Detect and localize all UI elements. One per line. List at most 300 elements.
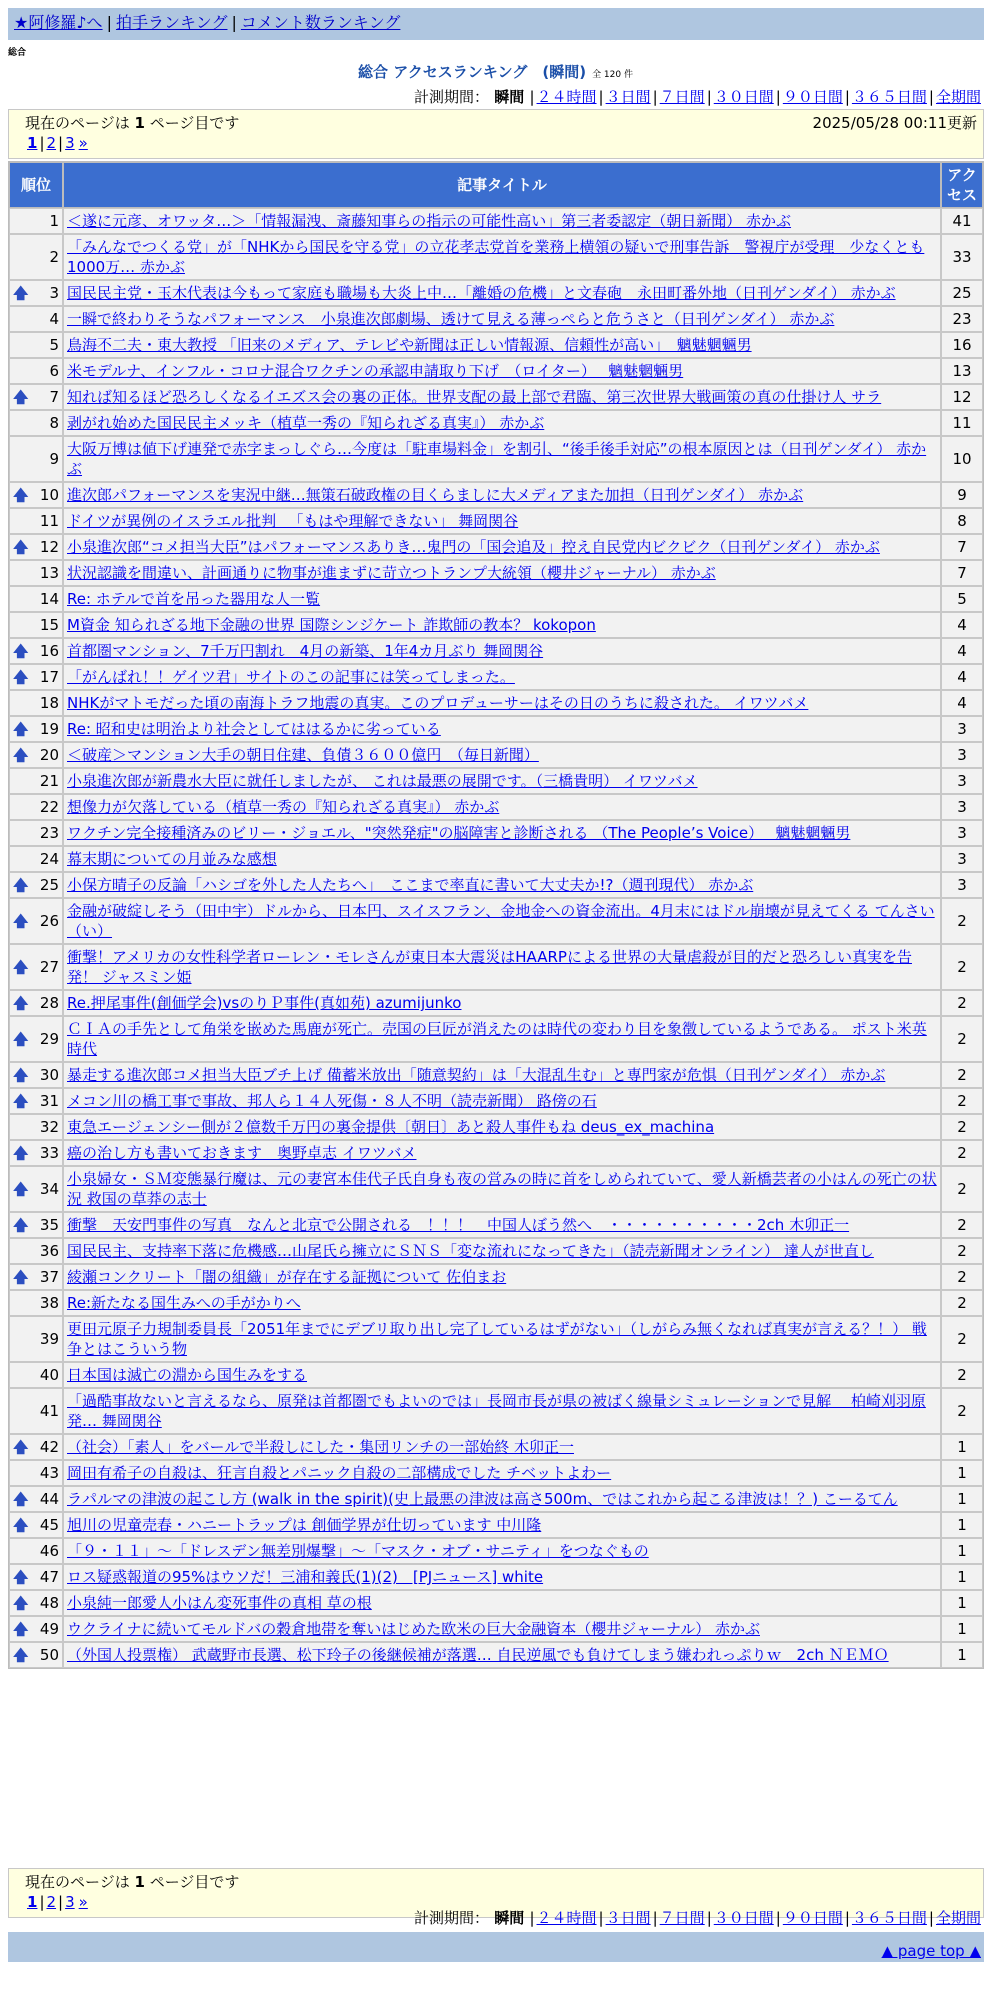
table-row: [9, 1512, 983, 1538]
next-page-link[interactable]: »: [78, 1893, 88, 1911]
access-count: 1: [941, 1642, 983, 1668]
rank-number: 42: [39, 1438, 59, 1456]
table-row: [9, 716, 983, 742]
article-title-link[interactable]: 「みんなでつくる党」が「NHKから国民を守る党」の立花孝志党首を業務上横領の疑いで刑事告訴 警視庁が受理 少なくとも1000万… 赤かぶ: [67, 238, 925, 276]
table-row: [9, 846, 983, 872]
title-cell: [63, 358, 941, 384]
article-title-link[interactable]: ワクチン完全接種済みのビリー・ジョエル、"突然発症"の脳障害と診断される （The People’s Voice） 魑魅魍魎男: [67, 824, 851, 842]
period-option-link[interactable]: ２４時間: [536, 88, 597, 106]
rank-cell: [9, 944, 63, 990]
rank-number: 2: [49, 248, 59, 266]
table-row: [9, 1212, 983, 1238]
rank-cell: [9, 410, 63, 436]
up-arrow-icon: 🡅: [13, 1066, 29, 1084]
table-row: [9, 1460, 983, 1486]
table-row: [9, 1140, 983, 1166]
table-row: [9, 794, 983, 820]
title-cell: [63, 612, 941, 638]
period-label: 計測期間：: [413, 1909, 489, 1927]
access-count: 7: [941, 560, 983, 586]
rank-cell: [9, 482, 63, 508]
up-arrow-icon: 🡅: [13, 668, 29, 686]
title-cell: [63, 1616, 941, 1642]
rank-number: 10: [39, 486, 59, 504]
home-link[interactable]: ★阿修羅♪へ: [14, 13, 103, 32]
title-cell: [63, 898, 941, 944]
rank-cell: [9, 794, 63, 820]
rank-number: 13: [39, 564, 59, 582]
rank-cell: [9, 1362, 63, 1388]
rank-cell: [9, 436, 63, 482]
access-count: 2: [941, 1140, 983, 1166]
table-row: [9, 1016, 983, 1062]
article-title-link[interactable]: 金融が破綻しそう（田中宇）ドルから、日本円、スイスフラン、金地金への資金流出。4月末にはドル崩壊が見えてくる てんさい（い）: [67, 902, 935, 940]
access-count: 8: [941, 508, 983, 534]
title-cell: [63, 1538, 941, 1564]
period-current: 瞬間: [489, 1909, 530, 1927]
access-count: 2: [941, 1016, 983, 1062]
article-title-link[interactable]: ドイツが異例のイスラエル批判 「もはや理解できない」 舞岡関谷: [67, 512, 519, 530]
page-link-1[interactable]: 1: [27, 1893, 38, 1911]
footer-bar: [8, 1932, 984, 1962]
rank-number: 39: [39, 1330, 59, 1348]
table-row: [9, 944, 983, 990]
title-column-header: 記事タイトル: [63, 162, 941, 208]
rank-number: 40: [39, 1366, 59, 1384]
period-option-link[interactable]: ３６５日間: [851, 88, 927, 106]
article-title-link[interactable]: 旭川の児童売春・ハニートラップは 創価学界が仕切っています 中川隆: [67, 1516, 542, 1534]
title-cell: [63, 944, 941, 990]
rank-number: 37: [39, 1268, 59, 1286]
article-title-link[interactable]: （社会）「素人」をバールで半殺しにした・集団リンチの一部始終 木卯正一: [67, 1438, 574, 1456]
title-cell: [63, 1062, 941, 1088]
table-row: [9, 1388, 983, 1434]
applause-ranking-link[interactable]: 拍手ランキング: [115, 13, 228, 32]
article-title-link[interactable]: 衝撃 天安門事件の写真 なんと北京で公開される ！！！ 中国人ぼう然へ ・・・・・・・・・・2ch 木卯正一: [67, 1216, 850, 1234]
title-cell: [63, 768, 941, 794]
table-row: [9, 1486, 983, 1512]
title-cell: [63, 508, 941, 534]
access-count: 2: [941, 1238, 983, 1264]
rank-number: 31: [39, 1092, 59, 1110]
table-row: [9, 1434, 983, 1460]
article-title-link[interactable]: 綾瀬コンクリート「闇の組織」が存在する証拠について 佐伯まお: [67, 1268, 507, 1286]
rank-cell: [9, 612, 63, 638]
table-row: [9, 332, 983, 358]
access-count: 13: [941, 358, 983, 384]
ranking-title: 総合 アクセスランキング (瞬間): [358, 63, 587, 81]
article-title-link[interactable]: 小泉純一郎愛人小はん変死事件の真相 草の根: [67, 1594, 372, 1612]
access-count: 1: [941, 1616, 983, 1642]
article-title-link[interactable]: ＣＩＡの手先として角栄を嵌めた馬鹿が死亡。売国の巨匠が消えたのは時代の変わり目を象徴しているようである。 ポスト米英時代: [67, 1020, 927, 1058]
section-tag: 総合: [8, 48, 27, 58]
rank-cell: [9, 820, 63, 846]
table-row: [9, 560, 983, 586]
period-separator: |: [775, 1909, 781, 1927]
access-count: 33: [941, 234, 983, 280]
up-arrow-icon: 🡅: [13, 538, 29, 556]
table-row: [9, 768, 983, 794]
title-cell: [63, 482, 941, 508]
rank-cell: [9, 846, 63, 872]
rank-cell: [9, 332, 63, 358]
up-arrow-icon: 🡅: [13, 746, 29, 764]
title-cell: [63, 332, 941, 358]
rank-number: 47: [39, 1568, 59, 1586]
access-count: 1: [941, 1512, 983, 1538]
title-cell: [63, 716, 941, 742]
rank-cell: [9, 1512, 63, 1538]
title-cell: [63, 306, 941, 332]
table-row: [9, 1166, 983, 1212]
table-row: [9, 990, 983, 1016]
table-row: [9, 1316, 983, 1362]
access-count: 2: [941, 990, 983, 1016]
article-title-link[interactable]: 小保方晴子の反論「ハシゴを外した人たちへ」 ここまで率直に書いて大丈夫か!?（週刊現代） 赤かぶ: [67, 876, 754, 894]
access-count: 4: [941, 690, 983, 716]
article-title-link[interactable]: 国民民主、支持率下落に危機感…山尾氏ら擁立にＳＮＳ「変な流れになってきた」（読売新聞オンライン） 達人が世直し: [67, 1242, 874, 1260]
rank-number: 7: [49, 388, 59, 406]
table-row: [9, 358, 983, 384]
article-title-link[interactable]: ＜破産＞マンション大手の朝日住建、負債３６００億円 （毎日新聞）: [67, 746, 539, 764]
rank-number: 22: [39, 798, 59, 816]
access-count: 25: [941, 280, 983, 306]
period-option-link[interactable]: ３６５日間: [851, 1909, 927, 1927]
article-title-link[interactable]: 衝撃！アメリカの女性科学者ローレン・モレさんが東日本大震災はHAARPによる世界の大量虐殺が目的だと恐ろしい真実を告発！ ジャスミン姫: [67, 948, 912, 986]
up-arrow-icon: 🡅: [13, 642, 29, 660]
title-cell: [63, 990, 941, 1016]
table-row: [9, 508, 983, 534]
article-title-link[interactable]: 更田元原子力規制委員長「2051年までにデブリ取り出し完了しているはずがない」（しがらみ無くなれば真実が言える？！） 戦争とはこういう物: [67, 1320, 927, 1358]
up-arrow-icon: 🡅: [13, 284, 29, 302]
rank-number: 20: [39, 746, 59, 764]
rank-number: 29: [39, 1030, 59, 1048]
period-separator: |: [844, 88, 850, 106]
period-separator: |: [775, 88, 781, 106]
page-link-3[interactable]: 3: [65, 134, 75, 152]
article-title-link[interactable]: 「過酷事故ないと言えるなら、原発は首都圏でもよいのでは」長岡市長が県の被ばく線量シミュレーションで見解 柏崎刈羽原発… 舞岡関谷: [67, 1392, 926, 1430]
page-link-1[interactable]: 1: [27, 134, 38, 152]
access-count: 7: [941, 534, 983, 560]
access-count: 10: [941, 436, 983, 482]
rank-number: 8: [49, 414, 59, 432]
page-link-3[interactable]: 3: [65, 1893, 75, 1911]
period-separator: |: [928, 88, 934, 106]
rank-number: 14: [39, 590, 59, 608]
title-cell: [63, 534, 941, 560]
rank-cell: [9, 1114, 63, 1140]
rank-number: 45: [39, 1516, 59, 1534]
rank-number: 44: [39, 1490, 59, 1508]
article-title-link[interactable]: 東急エージェンシー側が２億数千万円の裏金提供〔朝日〕あと殺人事件もね deus_ex_machina: [67, 1118, 715, 1136]
nav-separator: |: [231, 13, 237, 32]
title-cell: [63, 280, 941, 306]
table-row: [9, 1538, 983, 1564]
rank-number: 41: [39, 1402, 59, 1420]
access-count: 2: [941, 1166, 983, 1212]
rank-cell: [9, 1016, 63, 1062]
article-title-link[interactable]: Re.押尾事件(創価学会)vsのりＰ事件(真如苑) azumijunko: [67, 994, 462, 1012]
page-status-top: [8, 109, 984, 159]
rank-cell: [9, 560, 63, 586]
title-cell: [63, 1512, 941, 1538]
up-arrow-icon: 🡅: [13, 720, 29, 738]
rank-cell: [9, 690, 63, 716]
comment-ranking-link[interactable]: コメント数ランキング: [240, 13, 401, 32]
rank-number: 6: [49, 362, 59, 380]
access-count: 9: [941, 482, 983, 508]
rank-number: 50: [39, 1646, 59, 1664]
period-separator: |: [529, 88, 535, 106]
rank-number: 34: [39, 1180, 59, 1198]
access-count: 2: [941, 1290, 983, 1316]
rank-cell: [9, 1062, 63, 1088]
title-cell: [63, 1212, 941, 1238]
rank-cell: [9, 1316, 63, 1362]
access-count: 23: [941, 306, 983, 332]
access-count: 5: [941, 586, 983, 612]
page-link-2[interactable]: 2: [46, 134, 57, 152]
article-title-link[interactable]: ウクライナに続いてモルドバの穀倉地帯を奪いはじめた欧米の巨大金融資本（櫻井ジャーナル） 赤かぶ: [67, 1620, 760, 1638]
title-cell: [63, 1264, 941, 1290]
article-title-link[interactable]: 米モデルナ、インフル・コロナ混合ワクチンの承認申請取り下げ （ロイター） 魑魅魍魎男: [67, 362, 684, 380]
period-option-link[interactable]: ９０日間: [782, 1909, 843, 1927]
table-row: [9, 1590, 983, 1616]
rank-number: 49: [39, 1620, 59, 1638]
title-cell: [63, 436, 941, 482]
up-arrow-icon: 🡅: [13, 1594, 29, 1612]
access-count: 1: [941, 1538, 983, 1564]
article-title-link[interactable]: 小泉進次郎が新農水大臣に就任しましたが、 これは最悪の展開です。（三橋貴明） イワツバメ: [67, 772, 698, 790]
article-title-link[interactable]: 想像力が欠落している（植草一秀の『知られざる真実』） 赤かぶ: [67, 798, 500, 816]
title-cell: [63, 1388, 941, 1434]
title-cell: [63, 1166, 941, 1212]
article-title-link[interactable]: 国民民主党・玉木代表は今もって家庭も職場も大炎上中…「離婚の危機」と文春砲 永田町番外地（日刊ゲンダイ） 赤かぶ: [67, 284, 896, 302]
title-cell: [63, 410, 941, 436]
article-title-link[interactable]: ロス疑惑報道の95%はウソだ！三浦和義氏(1)(2) [PJニュース] white: [67, 1568, 544, 1586]
article-title-link[interactable]: 暴走する進次郎コメ担当大臣ブチ上げ 備蓄米放出「随意契約」は「大混乱生む」と専門家が危惧（日刊ゲンダイ） 赤かぶ: [67, 1066, 886, 1084]
article-title-link[interactable]: 剥がれ始めた国民民主メッキ（植草一秀の『知られざる真実』） 赤かぶ: [67, 414, 545, 432]
article-title-link[interactable]: 首都圏マンション、7千万円割れ 4月の新築、1年4カ月ぶり 舞岡関谷: [67, 642, 544, 660]
access-count: 12: [941, 384, 983, 410]
table-row: [9, 1088, 983, 1114]
title-cell: [63, 1088, 941, 1114]
article-title-link[interactable]: ラパルマの津波の起こし方 (walk in the spirit)(史上最悪の津波は高さ500m、ではこれから起こる津波は！？) こーるてん: [67, 1490, 898, 1508]
period-selector-top: [414, 86, 983, 107]
rank-cell: [9, 664, 63, 690]
period-option-link[interactable]: ７日間: [659, 1909, 705, 1927]
up-arrow-icon: 🡅: [13, 1144, 29, 1162]
article-title-link[interactable]: 幕末期についての月並みな感想: [67, 850, 277, 868]
article-title-link[interactable]: 岡田有希子の自殺は、狂言自殺とパニック自殺の二部構成でした チベットよわー: [67, 1464, 612, 1482]
access-count: 1: [941, 1564, 983, 1590]
access-count: 4: [941, 612, 983, 638]
access-count: 3: [941, 794, 983, 820]
access-count: 2: [941, 1264, 983, 1290]
title-cell: [63, 1238, 941, 1264]
title-cell: [63, 638, 941, 664]
page-separator: |: [39, 1893, 45, 1911]
up-arrow-icon: 🡅: [13, 958, 29, 976]
period-label: 計測期間：: [413, 88, 489, 106]
access-count: 1: [941, 1460, 983, 1486]
period-separator: |: [652, 88, 658, 106]
article-title-link[interactable]: Re:新たなる国生みへの手がかりへ: [67, 1294, 301, 1312]
rank-number: 5: [49, 336, 59, 354]
access-count: 2: [941, 1062, 983, 1088]
rank-number: 15: [39, 616, 59, 634]
title-cell: [63, 1316, 941, 1362]
page-separator: |: [58, 134, 64, 152]
rank-cell: [9, 872, 63, 898]
access-count: 3: [941, 716, 983, 742]
rank-cell: [9, 1388, 63, 1434]
access-count: 3: [941, 846, 983, 872]
article-title-link[interactable]: 状況認識を間違い、計画通りに物事が進まずに苛立つトランプ大統領（櫻井ジャーナル） 赤かぶ: [67, 564, 716, 582]
access-count: 1: [941, 1434, 983, 1460]
rank-number: 1: [49, 212, 59, 230]
title-cell: [63, 1590, 941, 1616]
article-title-link[interactable]: 日本国は滅亡の淵から国生みをする: [67, 1366, 308, 1384]
rank-cell: [9, 1166, 63, 1212]
rank-cell: [9, 1564, 63, 1590]
article-title-link[interactable]: 大阪万博は値下げ連発で赤字まっしぐら…今度は「駐車場料金」を割引、“後手後手対応”の根本原因とは（日刊ゲンダイ） 赤かぶ: [67, 440, 927, 478]
rank-cell: [9, 1290, 63, 1316]
rank-number: 30: [39, 1066, 59, 1084]
rank-number: 46: [39, 1542, 59, 1560]
period-option-link[interactable]: ２４時間: [536, 1909, 597, 1927]
rank-number: 24: [39, 850, 59, 868]
period-option-link[interactable]: ３０日間: [713, 1909, 774, 1927]
rank-number: 4: [49, 310, 59, 328]
title-cell: [63, 872, 941, 898]
title-cell: [63, 690, 941, 716]
title-cell: [63, 1362, 941, 1388]
up-arrow-icon: 🡅: [13, 912, 29, 930]
table-row: [9, 234, 983, 280]
period-option-link[interactable]: ３０日間: [713, 88, 774, 106]
article-title-link[interactable]: M資金 知られざる地下金融の世界 国際シンジケート 詐欺師の教本？ kokopon: [67, 616, 596, 634]
up-arrow-icon: 🡅: [13, 1646, 29, 1664]
next-page-link[interactable]: »: [78, 134, 88, 152]
rank-number: 25: [39, 876, 59, 894]
article-title-link[interactable]: （外国人投票権） 武蔵野市長選、松下玲子の後継候補が落選… 自民逆風でも負けてしまう嫌われっぷりｗ 2ch ＮＥＭＯ: [67, 1646, 889, 1664]
rank-cell: [9, 358, 63, 384]
rank-number: 21: [39, 772, 59, 790]
title-cell: [63, 1140, 941, 1166]
rank-number: 3: [49, 284, 59, 302]
table-row: [9, 1062, 983, 1088]
article-title-link[interactable]: 「がんばれ！！ゲイツ君」サイトのこの記事には笑ってしまった。: [67, 668, 515, 686]
period-separator: |: [706, 1909, 712, 1927]
page-top-link[interactable]: ▲ page top ▲: [881, 1942, 981, 1960]
period-option-link[interactable]: ３日間: [605, 88, 651, 106]
up-arrow-icon: 🡅: [13, 1438, 29, 1456]
up-arrow-icon: 🡅: [13, 994, 29, 1012]
table-row: [9, 1362, 983, 1388]
title-cell: [63, 1434, 941, 1460]
article-title-link[interactable]: 知れば知るほど恐ろしくなるイエズス会の裏の正体。世界支配の最上部で君臨、第三次世界大戦画策の真の仕掛け人 サラ: [67, 388, 882, 406]
rank-cell: [9, 1212, 63, 1238]
article-title-link[interactable]: 鳥海不二夫・東大教授 「旧来のメディア、テレビや新聞は正しい情報源、信頼性が高い」 魑魅魍魎男: [67, 336, 752, 354]
article-title-link[interactable]: 一瞬で終わりそうなパフォーマンス 小泉進次郎劇場、透けて見える薄っぺらと危うさと（日刊ゲンダイ） 赤かぶ: [67, 310, 835, 328]
access-count: 41: [941, 208, 983, 234]
rank-number: 9: [49, 450, 59, 468]
period-option-link[interactable]: 全期間: [935, 88, 981, 106]
table-row: [9, 280, 983, 306]
rank-number: 43: [39, 1464, 59, 1482]
rank-number: 27: [39, 958, 59, 976]
table-row: [9, 306, 983, 332]
access-count: 2: [941, 1212, 983, 1238]
article-title-link[interactable]: NHKがマトモだった頃の南海トラフ地震の真実。このプロデューサーはその日のうちに殺された。 イワツバメ: [67, 694, 809, 712]
up-arrow-icon: 🡅: [13, 1180, 29, 1198]
rank-cell: [9, 508, 63, 534]
title-cell: [63, 846, 941, 872]
rank-number: 33: [39, 1144, 59, 1162]
article-title-link[interactable]: 「９・１１」～「ドレスデン無差別爆撃」～「マスク・オブ・サニティ」をつなぐもの: [67, 1542, 649, 1560]
article-title-link[interactable]: 進次郎パフォーマンスを実況中継…無策石破政権の目くらましに大メディアまた加担（日刊ゲンダイ） 赤かぶ: [67, 486, 804, 504]
title-cell: [63, 234, 941, 280]
title-cell: [63, 820, 941, 846]
rank-number: 28: [39, 994, 59, 1012]
access-count: 4: [941, 664, 983, 690]
page-separator: |: [39, 134, 45, 152]
period-separator: |: [652, 1909, 658, 1927]
article-title-link[interactable]: ＜遂に元彦、オワッタ…＞「情報漏洩、斎藤知事らの指示の可能性高い」第三者委認定（朝日新聞） 赤かぶ: [67, 212, 792, 230]
rank-cell: [9, 742, 63, 768]
total-count: 全 120 件: [592, 70, 633, 80]
title-cell: [63, 384, 941, 410]
page-title: [0, 61, 991, 82]
rank-cell: [9, 384, 63, 410]
period-option-link[interactable]: ３日間: [605, 1909, 651, 1927]
table-row: [9, 436, 983, 482]
period-separator: |: [598, 88, 604, 106]
table-row: [9, 410, 983, 436]
table-row: [9, 384, 983, 410]
rank-cell: [9, 716, 63, 742]
title-cell: [63, 1460, 941, 1486]
title-cell: [63, 1114, 941, 1140]
article-title-link[interactable]: Re: ホテルで首を吊った器用な人一覧: [67, 590, 321, 608]
page-link-2[interactable]: 2: [46, 1893, 57, 1911]
access-count: 2: [941, 1362, 983, 1388]
title-cell: [63, 586, 941, 612]
period-option-link[interactable]: ９０日間: [782, 88, 843, 106]
page-status-text: 現在のページは 1 ページ目です: [25, 114, 240, 132]
table-row: [9, 208, 983, 234]
rank-cell: [9, 234, 63, 280]
access-column-header: アクセス: [941, 162, 983, 208]
article-title-link[interactable]: 癌の治し方も書いておきます 奥野卓志 イワツバメ: [67, 1144, 417, 1162]
period-option-link[interactable]: 全期間: [935, 1909, 981, 1927]
table-row: [9, 612, 983, 638]
table-row: [9, 690, 983, 716]
up-arrow-icon: 🡅: [13, 1268, 29, 1286]
article-title-link[interactable]: 小泉進次郎“コメ担当大臣”はパフォーマンスありき…鬼門の「国会追及」控え自民党内ビクビク（日刊ゲンダイ） 赤かぶ: [67, 538, 880, 556]
article-title-link[interactable]: Re: 昭和史は明治より社会としてははるかに劣っている: [67, 720, 441, 738]
rank-cell: [9, 990, 63, 1016]
article-title-link[interactable]: メコン川の橋工事で事故、邦人ら１４人死傷・８人不明（読売新聞） 路傍の石: [67, 1092, 597, 1110]
period-option-link[interactable]: ７日間: [659, 88, 705, 106]
rank-cell: [9, 280, 63, 306]
rank-number: 35: [39, 1216, 59, 1234]
up-arrow-icon: 🡅: [13, 1216, 29, 1234]
article-title-link[interactable]: 小泉婦女・ＳＭ変態暴行魔は、元の妻宮本佳代子氏自身も夜の営みの時に首をしめられていて、愛人新橋芸者の小はんの死亡の状況 救国の草莽の志士: [67, 1170, 937, 1208]
rank-cell: [9, 534, 63, 560]
title-cell: [63, 1486, 941, 1512]
